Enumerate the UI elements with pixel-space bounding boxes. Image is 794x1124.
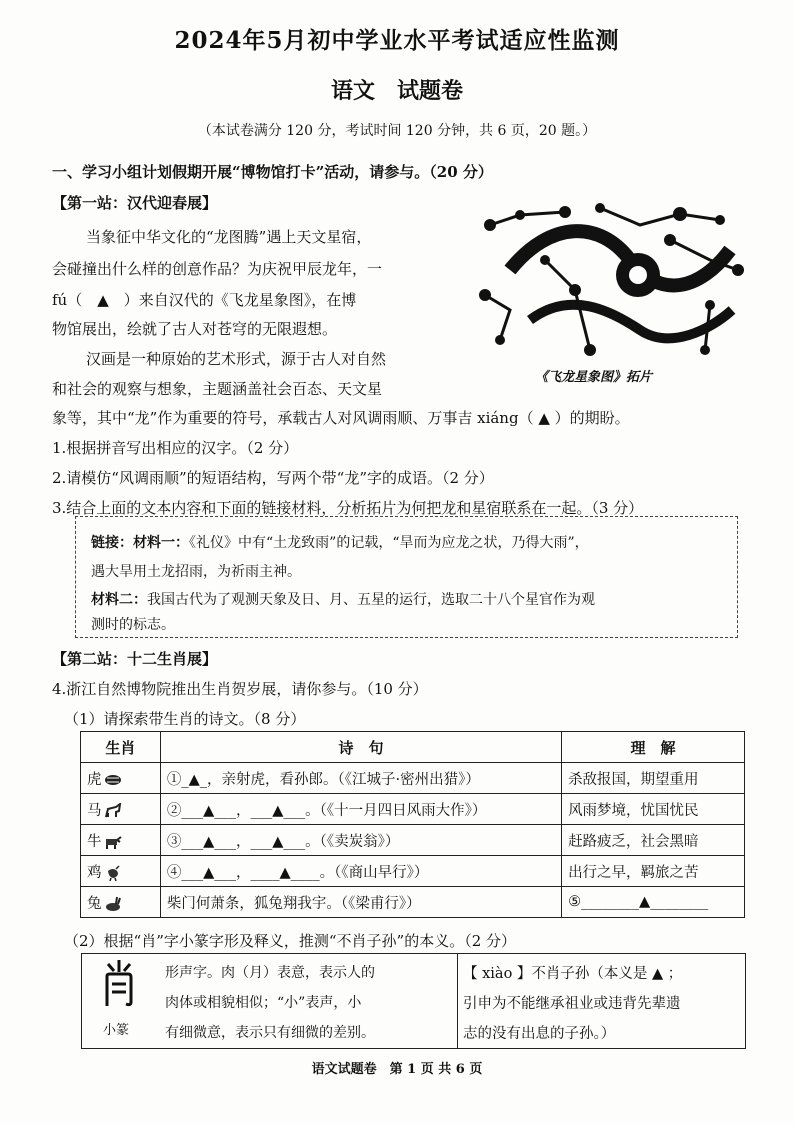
- table-row: [81, 794, 745, 825]
- seal-explanation: 形声字。肉（月）表意，表示人的: [165, 965, 375, 981]
- meaning-cell: 风雨梦境，忧国忧民: [562, 794, 745, 825]
- question-4-2: （2）根据“肖”字小篆字形及释义，推测“不肖子孙”的本义。（2 分）: [64, 932, 517, 950]
- meaning-cell: 赶路疲乏，社会黑暗: [562, 825, 745, 856]
- meaning-cell: ⑤________▲________: [562, 887, 745, 918]
- zodiac-name: 马: [87, 802, 102, 819]
- seal-label: 小篆: [103, 1023, 130, 1038]
- header-poem: 诗 句: [160, 732, 561, 763]
- passage-line: 会碰撞出什么样的创意作品？为庆祝甲辰龙年，一: [52, 260, 383, 278]
- zodiac-poem-table: [80, 731, 745, 918]
- definition-text: 【 xiào 】不肖子孙（本义是 ▲ ；: [463, 966, 683, 982]
- tiger-icon: [104, 772, 122, 788]
- link-text-1b: 遇大旱用土龙招雨，为祈雨主神。: [91, 564, 301, 580]
- link-material-1: [91, 532, 589, 552]
- table-row: [81, 887, 745, 918]
- horse-icon: [104, 803, 122, 819]
- seal-script-glyph-icon: [98, 958, 140, 1008]
- passage-line: 当象征中华文化的“龙图腾”遇上天文星宿，: [86, 228, 372, 246]
- passage-line: 象等，其中“龙”作为重要的符号，承载古人对风调雨顺、万事吉 xiáng（ ▲ ）的期盼。: [52, 409, 630, 427]
- question-4-1: （1）请探索带生肖的诗文。（8 分）: [64, 710, 306, 728]
- meaning-cell: 出行之早，羁旅之苦: [562, 856, 745, 887]
- poem-cell: ④___▲___，____▲____。（《商山早行》）: [160, 856, 561, 887]
- definition-text: 志的没有出息的子孙。）: [463, 1026, 616, 1042]
- box-divider: [457, 954, 458, 1048]
- ox-icon: [104, 834, 122, 850]
- passage-line: 汉画是一种原始的艺术形式，源于古人对自然: [86, 350, 387, 368]
- seal-explanation: 肉体或相貌相似；“小”表声，小: [165, 995, 362, 1011]
- link-text-1a: 《礼仪》中有“土龙致雨”的记载，“旱而为应龙之状，乃得大雨”，: [189, 535, 589, 551]
- zodiac-name: 虎: [87, 771, 102, 788]
- exam-note: （本试卷满分 120 分，考试时间 120 分钟，共 6 页，20 题。）: [197, 123, 597, 139]
- passage-line: 物馆展出，绘就了古人对苍穹的无限遐想。: [52, 320, 338, 338]
- poem-cell: 柴门何萧条，狐兔翔我宇。（《梁甫行》）: [160, 887, 561, 918]
- exam-subtitle: 语文 试题卷: [330, 78, 463, 104]
- link-label-1: 链接：材料一：: [91, 535, 189, 551]
- definition-text: 引申为不能继承祖业或违背先辈遗: [463, 996, 681, 1012]
- header-zodiac: 生肖: [81, 732, 161, 763]
- poem-cell: ②___▲___，___▲___。（《十一月四日风雨大作》）: [160, 794, 561, 825]
- section-heading: 一、学习小组计划假期开展“博物馆打卡”活动，请参与。（20 分）: [52, 163, 493, 181]
- passage-line: fú（ ▲ ）来自汉代的《飞龙星象图》，在博: [52, 291, 357, 309]
- zodiac-name: 鸡: [87, 864, 102, 881]
- poem-cell: ③___▲___，___▲___。（《卖炭翁》）: [160, 825, 561, 856]
- question-4: 4.浙江自然博物院推出生肖贺岁展，请你参与。（10 分）: [52, 680, 428, 698]
- link-label-2: 材料二：: [91, 592, 147, 608]
- flying-dragon-rubbing-image: [470, 200, 752, 362]
- question-3: 3.结合上面的文本内容和下面的链接材料，分析拓片为何把龙和星宿联系在一起。（3 分）: [52, 499, 644, 517]
- passage-line: 和社会的观察与想象，主题涵盖社会百态、天文星: [52, 380, 383, 398]
- link-material-2: [91, 589, 595, 609]
- rabbit-icon: [104, 896, 122, 912]
- station2-heading: 【第二站：十二生肖展】: [52, 650, 218, 668]
- poem-cell: ①_▲_，亲射虎，看孙郎。（《江城子·密州出猎》）: [160, 763, 561, 794]
- station1-heading: 【第一站：汉代迎春展】: [52, 194, 218, 212]
- table-row: [81, 825, 745, 856]
- page-footer: 语文试题卷 第 1 页 共 6 页: [311, 1062, 483, 1077]
- table-row: [81, 763, 745, 794]
- exam-title: 2024年5月初中学业水平考试适应性监测: [174, 27, 620, 54]
- rooster-icon: [104, 865, 122, 881]
- zodiac-name: 牛: [87, 833, 102, 850]
- table-row: [81, 856, 745, 887]
- meaning-cell: 杀敌报国，期望重用: [562, 763, 745, 794]
- header-meaning: 理 解: [562, 732, 745, 763]
- zodiac-name: 兔: [87, 895, 102, 912]
- link-text-2b: 测时的标志。: [91, 617, 175, 633]
- table-header-row: [81, 732, 745, 763]
- question-1: 1.根据拼音写出相应的汉字。（2 分）: [52, 439, 299, 457]
- image-caption: 《飞龙星象图》拓片: [535, 370, 653, 385]
- question-2: 2.请模仿“风调雨顺”的短语结构，写两个带“龙”字的成语。（2 分）: [52, 469, 494, 487]
- link-text-2a: 我国古代为了观测天象及日、月、五星的运行，选取二十八个星官作为观: [147, 592, 595, 608]
- seal-explanation: 有细微意，表示只有细微的差别。: [165, 1025, 375, 1041]
